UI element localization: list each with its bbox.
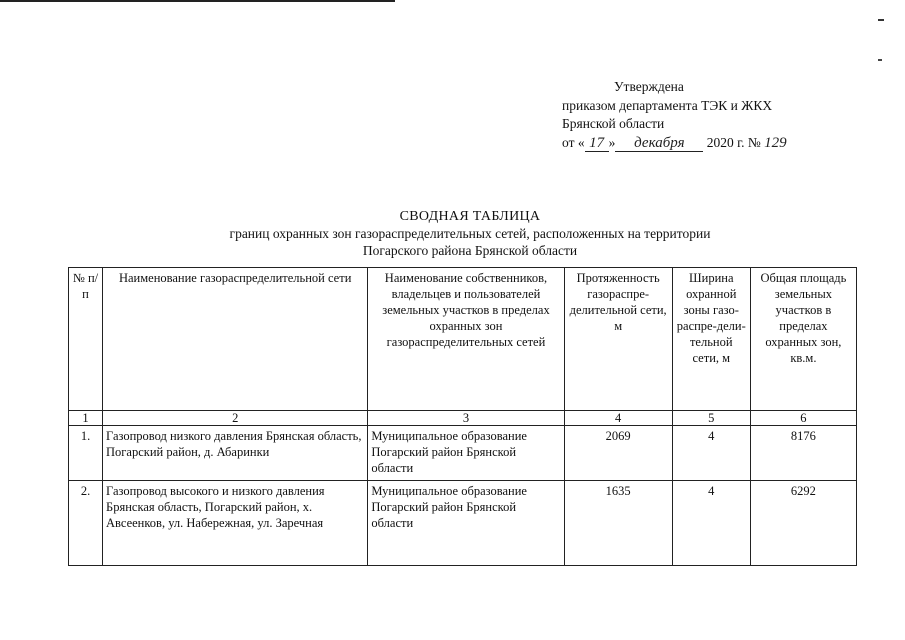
row-network: Газопровод низкого давления Брянская область, Погарский район, д. Абаринки bbox=[103, 426, 368, 481]
row-width: 4 bbox=[672, 426, 750, 481]
index-cell: 4 bbox=[564, 411, 672, 426]
header-network-name: Наименование газораспределительной сети bbox=[103, 268, 368, 411]
index-cell: 5 bbox=[672, 411, 750, 426]
approval-line-region: Брянской области bbox=[562, 116, 665, 131]
header-number: № п/п bbox=[69, 268, 103, 411]
date-prefix: от « bbox=[562, 134, 585, 150]
scan-mark bbox=[878, 59, 882, 61]
index-cell: 2 bbox=[103, 411, 368, 426]
approval-line-order: приказом департамента ТЭК и ЖКХ bbox=[562, 97, 773, 113]
row-owner: Муниципальное образование Погарский район Брянской области bbox=[368, 481, 564, 566]
table-row bbox=[69, 426, 857, 481]
approval-line-approved: Утверждена bbox=[614, 79, 684, 94]
row-number: 1. bbox=[69, 426, 103, 481]
row-area: 8176 bbox=[750, 426, 856, 481]
row-owner: Муниципальное образование Погарский район Брянской области bbox=[368, 426, 564, 481]
handwritten-order-number: 129 bbox=[764, 134, 787, 151]
document-title bbox=[170, 208, 770, 259]
index-cell: 1 bbox=[69, 411, 103, 426]
number-prefix: № bbox=[747, 134, 761, 150]
header-owners: Наименование собственников, владельцев и пользователей земельных участков в пределах охранных зон газораспределительных сетей bbox=[368, 268, 564, 411]
approval-date-line bbox=[562, 134, 802, 153]
scan-mark bbox=[878, 19, 884, 21]
date-quote-close: » bbox=[608, 134, 616, 150]
row-width: 4 bbox=[672, 481, 750, 566]
date-year: 2020 г. bbox=[706, 134, 745, 150]
index-cell: 3 bbox=[368, 411, 564, 426]
title-subtitle: границ охранных зон газораспределительных сетей, расположенных на территории bbox=[229, 226, 711, 241]
table-header-row bbox=[69, 268, 857, 411]
table-index-row bbox=[69, 411, 857, 426]
approval-stamp bbox=[562, 78, 802, 152]
row-area: 6292 bbox=[750, 481, 856, 566]
row-network: Газопровод высокого и низкого давления Брянская область, Погарский район, х. Авсеенков, ул. Набережная, ул. Заречная bbox=[103, 481, 368, 566]
row-length: 2069 bbox=[564, 426, 672, 481]
title-region: Погарского района Брянской области bbox=[362, 243, 578, 258]
title-main: СВОДНАЯ ТАБЛИЦА bbox=[399, 209, 541, 224]
header-length: Протяженность газораспре-делительной сети, м bbox=[564, 268, 672, 411]
top-border-line bbox=[0, 0, 395, 2]
row-length: 1635 bbox=[564, 481, 672, 566]
row-number: 2. bbox=[69, 481, 103, 566]
index-cell: 6 bbox=[750, 411, 856, 426]
handwritten-day: 17 bbox=[585, 136, 609, 152]
header-total-area: Общая площадь земельных участков в пределах охранных зон, кв.м. bbox=[750, 268, 856, 411]
table-row bbox=[69, 481, 857, 566]
header-zone-width: Ширина охранной зоны газо-распре-дели-тельной сети, м bbox=[672, 268, 750, 411]
summary-table bbox=[68, 267, 857, 566]
handwritten-month: декабря bbox=[615, 136, 703, 152]
